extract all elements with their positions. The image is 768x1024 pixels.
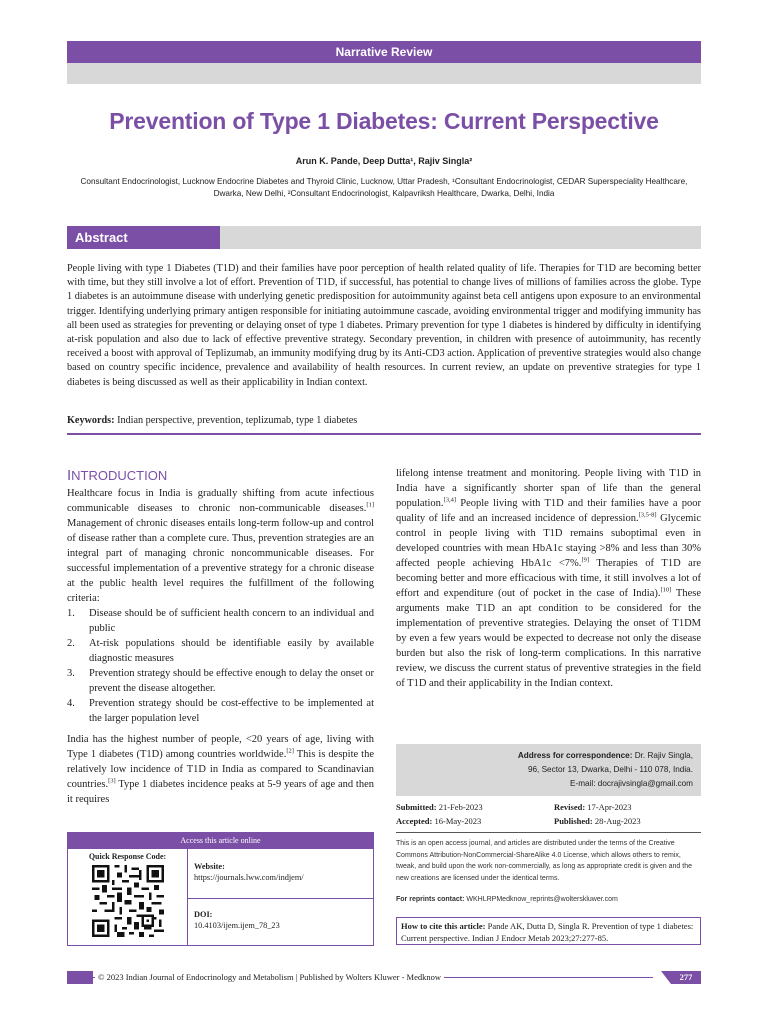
intro-paragraph-1: Healthcare focus in India is gradually shifting from acute infectious communicable diseases to chronic non-communicable diseases.[1] Management of chronic diseases entails long-term follow-up and control of disease rather than a complete cure. Thus, prevention strategies are an integral part of managing chronic noncommunicable diseases. For successful implementation of a preventive strategy for a chronic disease at the public health level requires the fulfillment of the following criteria: xyxy=(67,488,374,604)
intro-paragraph-2: India has the highest number of people, <20 years of age, living with Type 1 diabetes (T1D) among countries worldwide.[2] This is despite the relatively low incidence of T1D in India as compared to Scandinavian countries.[3] Type 1 diabetes incidence peaks at 5-9 years of age and then it requires xyxy=(67,734,374,805)
website-link[interactable]: https://journals.lww.com/indjem/ xyxy=(194,873,304,882)
qr-label: Quick Response Code: xyxy=(88,852,167,861)
correspondence-email[interactable]: E-mail: docrajivsingla@gmail.com xyxy=(570,779,693,788)
accepted-date: Accepted: 16-May-2023 xyxy=(396,816,482,826)
cite-text: Pande AK, Dutta D, Singla R. Prevention of type 1 diabetes: Current perspective. Indian J Endocr Metab 2023;27:277-85. xyxy=(401,921,694,943)
how-to-cite-box xyxy=(396,917,701,945)
website-label: Website: xyxy=(194,862,225,871)
cite-label: How to cite this article: xyxy=(401,921,486,931)
website-cell xyxy=(188,849,373,899)
list-item: 3. Prevention strategy should be effective enough to delay the onset or prevent the disease altogether. xyxy=(67,668,374,694)
keywords xyxy=(67,415,701,426)
citation[interactable]: [3,4] xyxy=(443,496,457,504)
page-number: 277 xyxy=(671,971,701,984)
citation[interactable]: [9] xyxy=(581,556,590,564)
access-online-box xyxy=(67,832,374,946)
footer-page-tab-edge xyxy=(661,971,671,984)
footer-copyright: © 2023 Indian Journal of Endocrinology and Metabolism | Published by Wolters Kluwer - Medknow xyxy=(95,971,444,984)
article-dates xyxy=(396,800,701,828)
criteria-list xyxy=(67,606,374,726)
affiliations: Consultant Endocrinologist, Lucknow Endocrine Diabetes and Thyroid Clinic, Lucknow, Uttar Pradesh, ¹Consultant Endocrinologist, CEDAR Superspeciality Healthcare, Dwarka, New Delhi, ²Consultant Endocrinologist, Kalpavriksh Healthcare, Dwarka, Delhi, India xyxy=(80,177,688,198)
intro-paragraph-continued: lifelong intense treatment and monitoring. People living with T1D in India have a significantly shorter span of life than the general population.[3,4] People living with T1D and their families have a poor quality of life and an increased incidence of depression.[3,5-8] Glycemic control in people living with T1D remains suboptimal even in developed countries with mean HbA1c staying >8% and less than 30% affected people achieving HbA1c <7%.[9] Therapies of T1D are becoming better and more efficacious with time, it still involves a lot of effort and expenditure (out of pocket in the case of India).[10] These arguments make T1D an apt condition to be considered for the implementation of preventive strategies. Delaying the onset of T1DM by even a few years would be expected to decrease not only the disease burden but also the risk of long-term complications. In this narrative review, we discuss the current status of preventive strategies in the field of T1D and their applicability in the Indian context. xyxy=(396,468,701,689)
qr-code-icon[interactable] xyxy=(92,865,164,937)
footer-mark xyxy=(67,971,93,984)
doi-label: DOI: xyxy=(194,910,213,919)
list-item: 4. Prevention strategy should be cost-effective to be implemented at the larger population level xyxy=(67,698,374,724)
abstract-gray-bar xyxy=(220,226,701,249)
correspondence-name: Dr. Rajiv Singla, xyxy=(632,751,693,760)
section-label: Narrative Review xyxy=(67,41,701,63)
keywords-divider xyxy=(67,433,701,435)
published-date: Published: 28-Aug-2023 xyxy=(554,816,641,826)
citation[interactable]: [3] xyxy=(108,777,116,785)
license-notice: This is an open access journal, and articles are distributed under the terms of the Creative Commons Attribution-NonCommercial-ShareAlike 4.0 License, which allows others to remix, tweak, and build upon the work non-commercially, as long as appropriate credit is given and the new creations are licensed under the identical terms. xyxy=(396,840,692,882)
doi-cell xyxy=(188,899,373,946)
keywords-label: Keywords: xyxy=(67,415,115,426)
header-gray-bar xyxy=(67,63,701,84)
article-title: Prevention of Type 1 Diabetes: Current Perspective xyxy=(109,108,659,134)
citation[interactable]: [3,5-8] xyxy=(638,511,657,519)
correspondence-address: 96, Sector 13, Dwarka, Delhi - 110 078, India. xyxy=(527,765,693,774)
submitted-date: Submitted: 21-Feb-2023 xyxy=(396,802,483,812)
right-column xyxy=(396,466,701,691)
page-footer xyxy=(67,971,701,984)
correspondence-box xyxy=(396,744,701,796)
doi-link[interactable]: 10.4103/ijem.ijem_78_23 xyxy=(194,921,280,930)
reprints-contact: For reprints contact: WKHLRPMedknow_reprints@wolterskluwer.com xyxy=(396,896,618,903)
citation[interactable]: [1] xyxy=(366,501,374,509)
reprints-email[interactable]: WKHLRPMedknow_reprints@wolterskluwer.com xyxy=(464,896,618,903)
citation[interactable]: [2] xyxy=(286,747,294,755)
access-heading: Access this article online xyxy=(68,833,373,849)
citation[interactable]: [10] xyxy=(660,586,672,594)
authors: Arun K. Pande, Deep Dutta¹, Rajiv Singla² xyxy=(295,156,473,166)
left-column xyxy=(67,466,374,807)
abstract-heading: Abstract xyxy=(67,226,220,249)
abstract-text: People living with type 1 Diabetes (T1D) and their families have poor perception of health related quality of life. Therapies for T1D are becoming better with time, but they still involve a lot of effort. Prevention of T1D, if successful, has potential to change lives of millions of families across the globe. Type 1 diabetes is an autoimmune disease with underlying genetic predisposition for autoimmunity against beta cell antigens upon exposure to an environmental trigger. Identifying underlying primary antigen responsible for initiating autoimmune cascade, avoiding environmental trigger and modifying immunity has all been used as strategies for preventing or delaying onset of type 1 diabetes. Primary prevention for type 1 diabetes is hindered by difficulty in identifying at-risk population and also due to lack of effective preventive strategy. Secondary prevention, in children with presence of autoimmunity, has recently received a boost with approval of Teplizumab, an immunity modifying drug by its Anti-CD3 action. Application of preventive strategies would also change based on country specific incidence, prevalence and availability of health resources. In current review, an update on preventive strategies for type 1 diabetes is being discussed as well as their applicability in Indian context. xyxy=(67,263,701,388)
qr-cell xyxy=(68,849,188,946)
correspondence-label: Address for correspondence: xyxy=(517,751,633,760)
introduction-heading: INTRODUCTION xyxy=(67,467,168,484)
list-item: 1. Disease should be of sufficient health concern to an individual and public xyxy=(67,608,374,634)
keywords-text: Indian perspective, prevention, teplizumab, type 1 diabetes xyxy=(117,415,358,426)
revised-date: Revised: 17-Apr-2023 xyxy=(554,802,632,812)
dates-divider xyxy=(396,832,701,833)
list-item: 2. At-risk populations should be identifiable easily by available diagnostic measures xyxy=(67,638,374,664)
